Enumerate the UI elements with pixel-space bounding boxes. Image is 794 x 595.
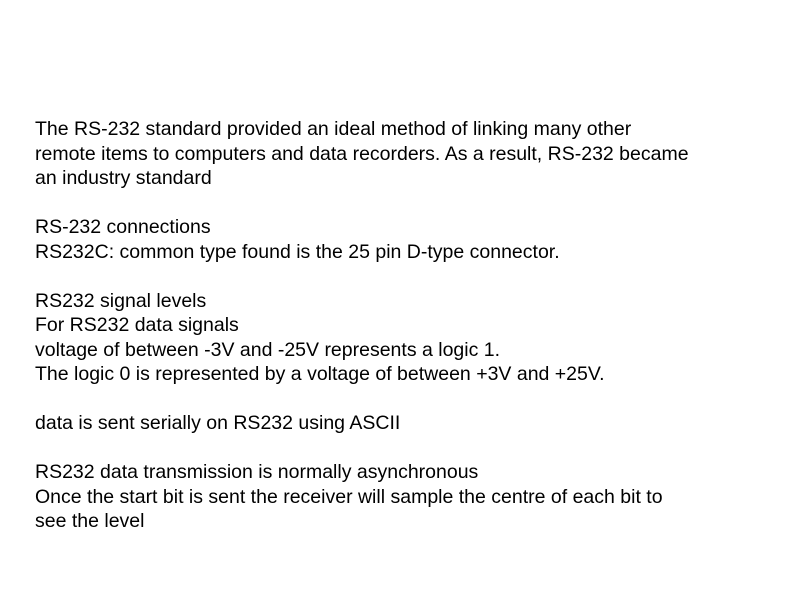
text-line: remote items to computers and data recorders. As a result, RS-232 became: [35, 142, 689, 165]
text-line: The RS-232 standard provided an ideal method of linking many other: [35, 118, 632, 140]
text-line: RS-232 connections: [35, 216, 211, 238]
text-line: The logic 0 is represented by a voltage of between +3V and +25V.: [35, 363, 605, 385]
slide-body-text: [35, 117, 785, 558]
text-line: data is sent serially on RS232 using ASCII: [35, 412, 401, 434]
text-line: voltage of between -3V and -25V represents a logic 1.: [35, 338, 501, 361]
text-line: For RS232 data signals: [35, 314, 239, 336]
text-line: see the level: [35, 510, 145, 532]
text-line: RS232 data transmission is normally asynchronous: [35, 461, 479, 483]
text-line: RS232 signal levels: [35, 289, 207, 312]
text-line: RS232C: common type found is the 25 pin D-type connector.: [35, 240, 560, 263]
text-line: an industry standard: [35, 167, 212, 189]
paragraph-rs232-ascii: [35, 411, 785, 436]
paragraph-rs232-transmission: [35, 460, 785, 534]
paragraph-rs232-intro: [35, 117, 785, 191]
text-line: Once the start bit is sent the receiver will sample the centre of each bit to: [35, 485, 663, 508]
paragraph-rs232-signal-levels: [35, 289, 785, 387]
paragraph-rs232-connections: [35, 215, 785, 264]
